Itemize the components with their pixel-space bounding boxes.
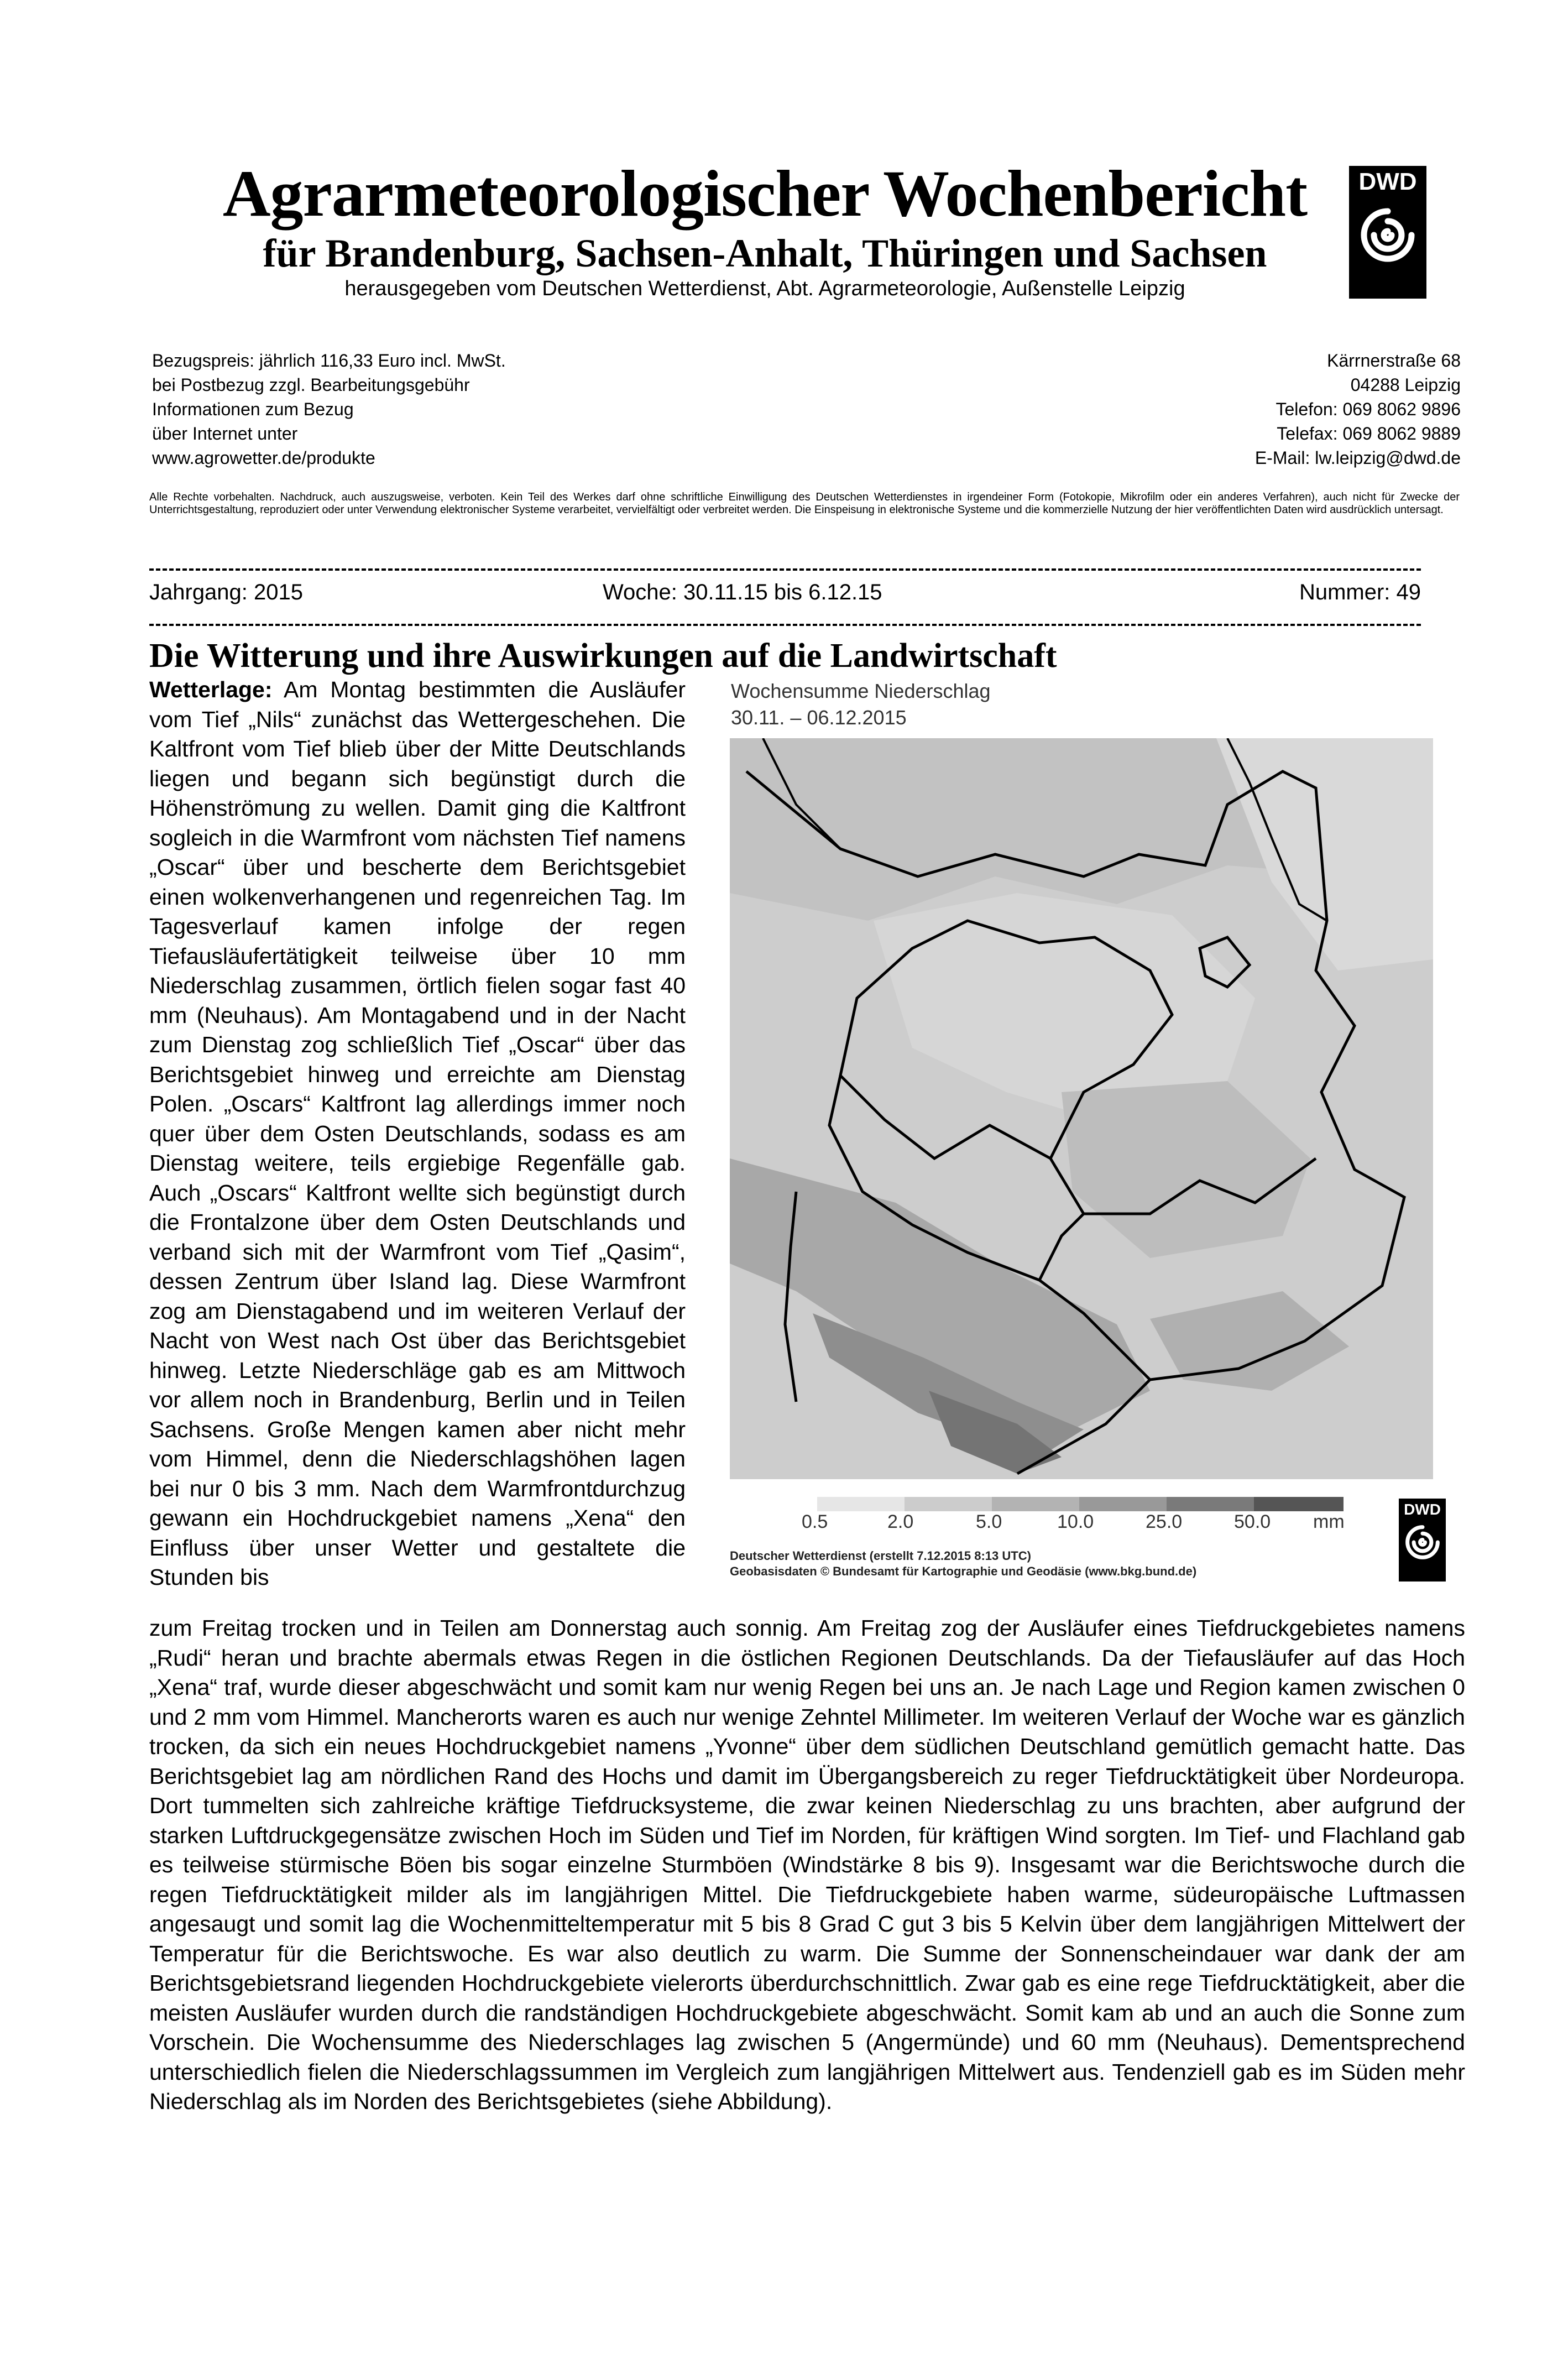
subscription-line: bei Postbezug zzgl. Bearbeitungsgebühr [152, 375, 470, 395]
dwd-logo-text: DWD [1358, 168, 1417, 195]
precipitation-map [730, 738, 1433, 1479]
legend-label: 25.0 [1146, 1511, 1183, 1532]
map-credit-line: Deutscher Wetterdienst (erstellt 7.12.2015 8:13 UTC) [730, 1549, 1031, 1563]
legend-label: 50.0 [1234, 1511, 1271, 1532]
contact-info [1255, 348, 1461, 470]
issue-number: Nummer: 49 [1299, 580, 1421, 604]
map-legend [730, 1496, 1344, 1512]
map-date: 30.11. – 06.12.2015 [731, 706, 907, 729]
weather-label: Wetterlage: [149, 677, 273, 702]
legend-swatch [817, 1497, 905, 1511]
legend-label: 5.0 [976, 1511, 1002, 1532]
report-subtitle: für Brandenburg, Sachsen-Anhalt, Thüringen und Sachsen [263, 231, 1267, 275]
legend-labels [730, 1511, 1344, 1533]
map-credit-line: Geobasisdaten © Bundesamt für Kartographie und Geodäsie (www.bkg.bund.de) [730, 1564, 1197, 1578]
weather-text: Am Montag bestimmten die Ausläufer vom Tief „Nils“ zunächst das Wettergeschehen. Die Kaltfront vom Tief blieb über der Mitte Deutschlands liegen und begann sich begünstigt durch die Höhenströmung zu wellen. Damit ging die Kaltfront sogleich in die Warmfront vom nächsten Tief namens „Oscar“ über und bescherte dem Berichtsgebiet einen wolkenverhangenen und regenreichen Tag. Im Tagesverlauf kamen infolge der regen Tiefausläufertätigkeit teilweise über 10 mm Niederschlag zusammen, örtlich fielen sogar fast 40 mm (Neuhaus). Am Montagabend und in der Nacht zum Dienstag zog schließlich Tief „Oscar“ über das Berichtsgebiet hinweg und erreichte am Dienstag Polen. „Oscars“ Kaltfront lag allerdings immer noch quer über dem Osten Deutschlands, sodass es am Dienstag weitere, teils ergiebige Regenfälle gab. Auch „Oscars“ Kaltfront wellte sich begünstigt durch die Frontalzone über dem Osten Deutschlands und verband sich mit der Warmfront vom Tief „Qasim“, dessen Zentrum über Island lag. Diese Warmfront zog am Dienstagabend und im weiteren Verlauf der Nacht von West nach Ost über das Berichtsgebiet hinweg. Letzte Niederschläge gab es am Mittwoch vor allem noch in Brandenburg, Berlin und in Teilen Sachsens. Große Mengen kamen aber nicht mehr vom Himmel, denn die Niederschlagshöhen lagen bei nur 0 bis 3 mm. Nach dem Warmfrontdurchzug gewann ein Hochdruckgebiet namens „Xena“ den Einfluss über unser Wetter und gestaltete die Stunden bis [149, 677, 686, 1590]
dwd-logo [1349, 166, 1426, 299]
weather-text-full: zum Freitag trocken und in Teilen am Donnerstag auch sonnig. Am Freitag zog der Ausläufer eines Tiefdruckgebietes namens „Rudi“ heran und brachte abermals etwas Regen in die östlichen Regionen Deutschlands. Da der Tiefausläufer auf das Hoch „Xena“ traf, wurde dieser abgeschwächt und somit kam nur wenig Regen bei uns an. Je nach Lage und Region kamen zwischen 0 und 2 mm vom Himmel. Mancherorts waren es auch nur wenige Zehntel Millimeter. Im weiteren Verlauf der Woche war es gänzlich trocken, da sich ein neues Hochdruckgebiet namens „Yvonne“ über dem südlichen Deutschland gemütlich gemacht hatte. Das Berichtsgebiet lag am nördlichen Rand des Hochs und damit im Übergangsbereich zu reger Tiefdrucktätigkeit über Nordeuropa. Dort tummelten sich zahlreiche kräftige Tiefdrucksysteme, die zwar keinen Niederschlag zu uns brachten, aber aufgrund der starken Luftdruckgegensätze zwischen Hoch im Süden und Tief im Norden, für kräftigen Wind sorgten. Im Tief- und Flachland gab es teilweise stürmische Böen bis sogar einzelne Sturmböen (Windstärke 8 bis 9). Insgesamt war die Berichtswoche durch die regen Tiefdrucktätigkeit milder als im langjährigen Mittel. Die Tiefdruckgebiete haben warme, südeuropäische Luftmassen angesaugt und somit lag die Wochenmitteltemperatur mit 5 bis 8 Grad C gut 3 bis 5 Kelvin über dem langjährigen Mittelwert der Temperatur für die Berichtswoche. Es war also deutlich zu warm. Die Summe der Sonnenscheindauer war dank der am Berichtsgebietsrand liegenden Hochdruckgebiete vielerorts überdurchschnittlich. Zwar gab es eine rege Tiefdrucktätigkeit, aber die meisten Ausläufer wurden durch die randständigen Hochdruckgebiete abgeschwächt. Somit kam ab und an auch die Sonne zum Vorschein. Die Wochensumme des Niederschlages lag zwischen 5 (Angermünde) und 60 mm (Neuhaus). Dementsprechend unterschiedlich fielen die Niederschlagssummen im Vergleich zum langjährigen Mittelwert aus. Tendenziell gab es im Süden mehr Niederschlag als im Norden des Berichtsgebietes (siehe Abbildung). [149, 1615, 1465, 2114]
rights-notice: Alle Rechte vorbehalten. Nachdruck, auch auszugsweise, verboten. Kein Teil des Werkes darf ohne schriftliche Einwilligung des Deutschen Wetterdienstes in irgendeiner Form (Fotokopie, Mikrofilm oder ein anderes Verfahren), auch nicht für Zwecke der Unterrichtsgestaltung, reproduziert oder unter Verwendung elektronischer Systeme verarbeitet, vervielfältigt oder verbreitet werden. Die Einspeisung in elektronische Systeme und die kommerzielle Nutzung der hier veröffentlichten Daten wird ausdrücklich untersagt. [149, 491, 1460, 516]
contact-line: Telefax: 069 8062 9889 [1277, 424, 1461, 443]
map-credits [730, 1548, 1196, 1579]
legend-swatch [1167, 1497, 1254, 1511]
subscription-link[interactable]: www.agrowetter.de/produkte [152, 448, 375, 468]
subscription-line: Informationen zum Bezug [152, 399, 354, 419]
map-title: Wochensumme Niederschlag [731, 680, 991, 702]
dashed-divider [149, 568, 1421, 571]
contact-email[interactable]: E-Mail: lw.leipzig@dwd.de [1254, 448, 1461, 468]
legend-label: 2.0 [887, 1511, 914, 1532]
legend-unit: mm [1313, 1511, 1345, 1532]
legend-swatch [730, 1497, 817, 1511]
legend-swatch [1079, 1497, 1167, 1511]
dashed-divider [149, 624, 1421, 626]
contact-line: Telefon: 069 8062 9896 [1276, 399, 1461, 419]
issue-week: Woche: 30.11.15 bis 6.12.15 [603, 580, 882, 604]
dwd-map-logo-text: DWD [1404, 1501, 1441, 1518]
dwd-map-logo [1399, 1499, 1446, 1582]
subscription-line: über Internet unter [152, 424, 298, 443]
dwd-swirl-icon [1403, 1523, 1442, 1562]
section-heading: Die Witterung und ihre Auswirkungen auf die Landwirtschaft [149, 637, 1057, 675]
contact-line: 04288 Leipzig [1350, 375, 1461, 395]
legend-swatch [1254, 1497, 1344, 1511]
subscription-info [152, 348, 506, 470]
legend-swatch [905, 1497, 992, 1511]
legend-label: 0.5 [802, 1511, 828, 1532]
subscription-line: Bezugspreis: jährlich 116,33 Euro incl. MwSt. [152, 351, 506, 370]
legend-label: 10.0 [1057, 1511, 1094, 1532]
report-title: Agrarmeteorologischer Wochenbericht [222, 156, 1308, 230]
contact-line: Kärrnerstraße 68 [1327, 351, 1461, 370]
publisher-line: herausgegeben vom Deutschen Wetterdienst, Abt. Agrarmeteorologie, Außenstelle Leipzig [344, 277, 1185, 300]
issue-year: Jahrgang: 2015 [149, 580, 304, 604]
legend-swatch [992, 1497, 1079, 1511]
dwd-swirl-icon [1357, 205, 1418, 265]
weather-text-column [149, 675, 686, 1593]
